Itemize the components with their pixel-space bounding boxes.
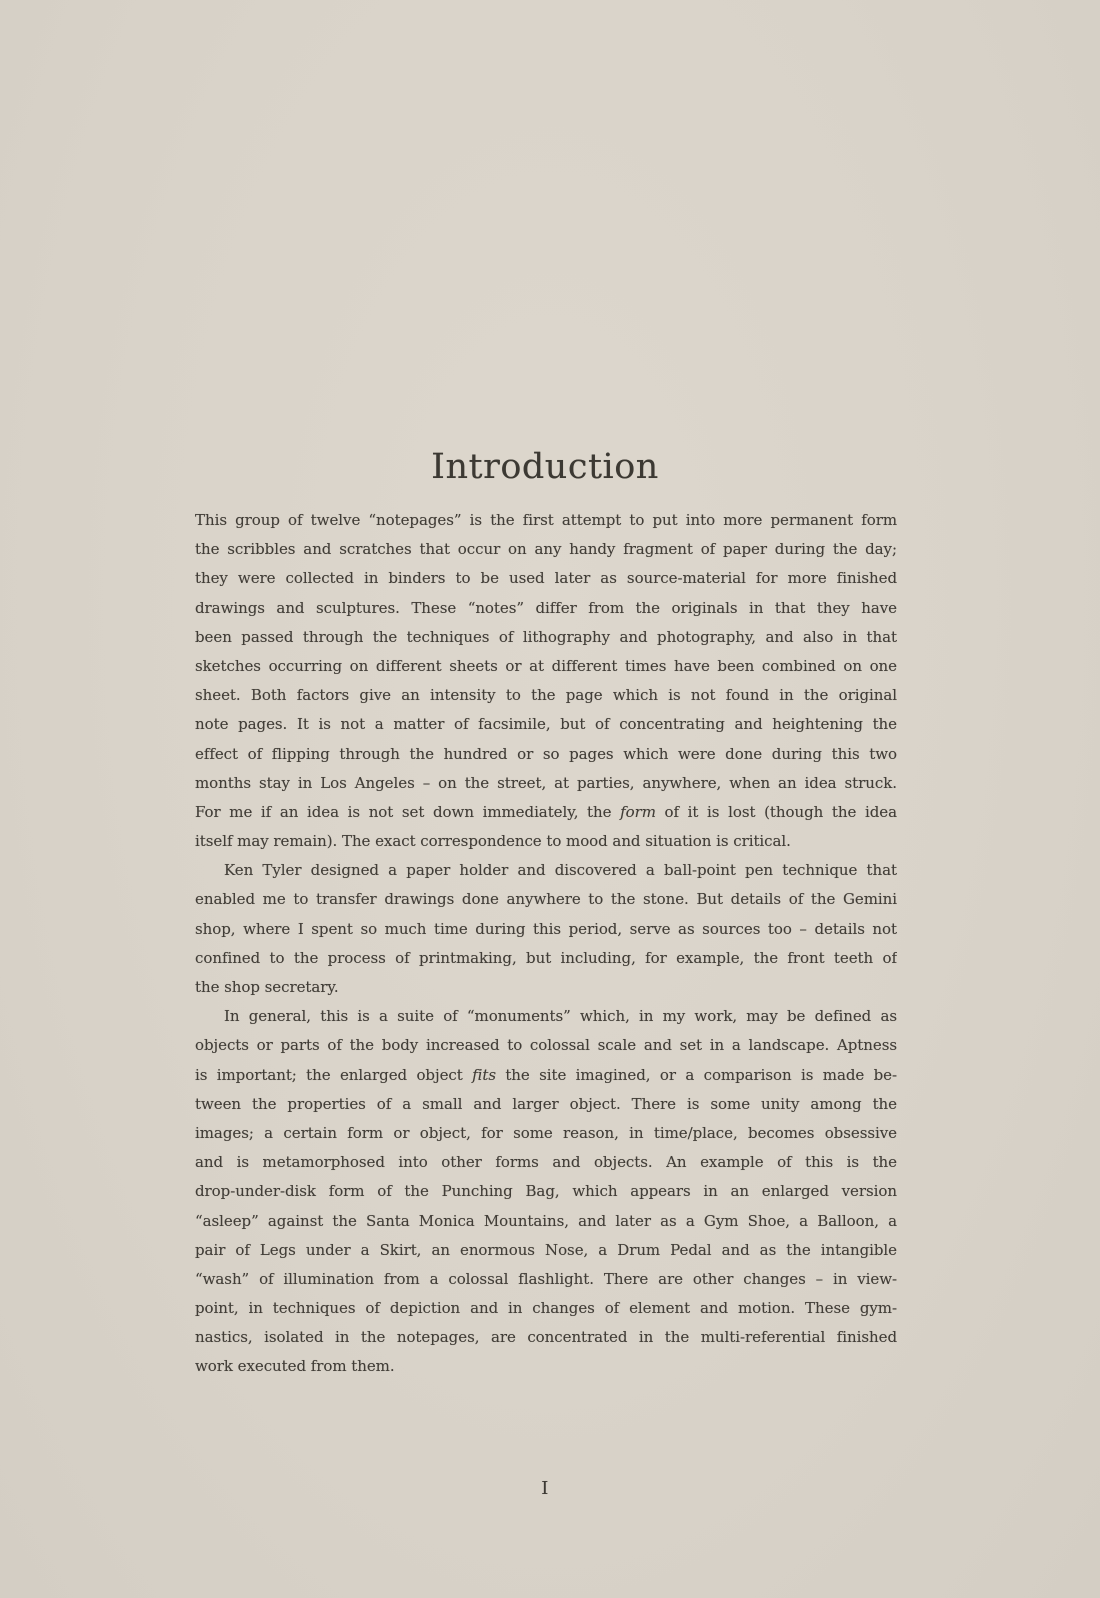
text-line: and is metamorphosed into other forms and objects. An example of this is the <box>195 1153 897 1172</box>
text-line: In general, this is a suite of “monuments” which, in my work, may be defined as <box>224 1007 897 1026</box>
body-text <box>195 506 897 1382</box>
text-line: months stay in Los Angeles – on the street, at parties, anywhere, when an idea struck. <box>195 773 897 792</box>
text-line: enabled me to transfer drawings done anywhere to the stone. But details of the Gemini <box>195 890 897 909</box>
text-line: confined to the process of printmaking, but including, for example, the front teeth of <box>195 948 897 967</box>
page-title: Introduction <box>431 447 659 487</box>
paragraph <box>195 506 897 856</box>
text-line: they were collected in binders to be used later as source-material for more finished <box>195 569 897 588</box>
text-line: images; a certain form or object, for some reason, in time/place, becomes obsessive <box>195 1123 897 1142</box>
text-line: “wash” of illumination from a colossal flashlight. There are other changes – in view- <box>195 1269 897 1288</box>
text-line: tween the properties of a small and larger object. There is some unity among the <box>195 1094 897 1113</box>
text-line: point, in techniques of depiction and in changes of element and motion. These gym- <box>195 1299 897 1318</box>
text-line: itself may remain). The exact correspondence to mood and situation is critical. <box>195 832 791 851</box>
text-line: objects or parts of the body increased to colossal scale and set in a landscape. Aptness <box>195 1036 897 1055</box>
text-line: work executed from them. <box>195 1357 395 1376</box>
text-line: sheet. Both factors give an intensity to the page which is not found in the original <box>195 686 897 705</box>
text-line: effect of flipping through the hundred or so pages which were done during this two <box>195 744 897 763</box>
text-line: the scribbles and scratches that occur on any handy fragment of paper during the day; <box>195 540 897 559</box>
page-number: I <box>541 1478 549 1499</box>
text-line: pair of Legs under a Skirt, an enormous Nose, a Drum Pedal and as the intangible <box>195 1240 897 1259</box>
paragraph <box>195 856 897 1002</box>
text-line: This group of twelve “notepages” is the first attempt to put into more permanent form <box>195 511 897 529</box>
paragraph <box>195 1002 897 1381</box>
text-line: is important; the enlarged object fits the site imagined, or a comparison is made be- <box>195 1065 897 1084</box>
text-line: Ken Tyler designed a paper holder and discovered a ball-point pen technique that <box>224 861 897 880</box>
text-line: “asleep” against the Santa Monica Mountains, and later as a Gym Shoe, a Balloon, a <box>195 1211 897 1230</box>
text-line: For me if an idea is not set down immediately, the form of it is lost (though the idea <box>195 802 897 821</box>
text-line: sketches occurring on different sheets or at different times have been combined on one <box>195 656 897 675</box>
text-line: drop-under-disk form of the Punching Bag, which appears in an enlarged version <box>195 1182 897 1201</box>
text-line: nastics, isolated in the notepages, are concentrated in the multi-referential finished <box>195 1328 897 1347</box>
text-line: drawings and sculptures. These “notes” differ from the originals in that they have <box>195 598 897 617</box>
text-line: note pages. It is not a matter of facsimile, but of concentrating and heightening the <box>195 715 897 734</box>
text-line: been passed through the techniques of lithography and photography, and also in that <box>195 627 897 646</box>
text-line: the shop secretary. <box>195 978 339 996</box>
text-line: shop, where I spent so much time during this period, serve as sources too – details not <box>195 919 897 938</box>
